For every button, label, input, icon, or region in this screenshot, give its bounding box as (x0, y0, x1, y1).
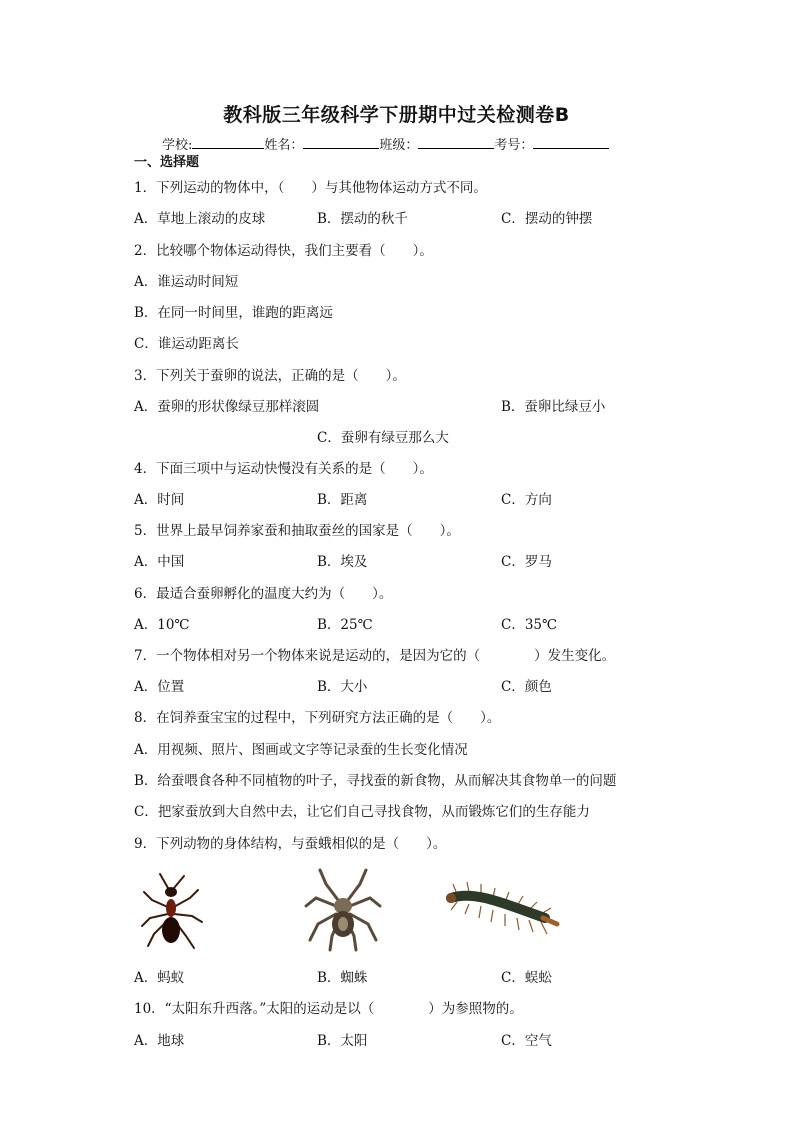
q5-option-c[interactable]: C．罗马 (501, 554, 552, 570)
ant-icon (138, 870, 208, 952)
question-7: 7．一个物体相对另一个物体来说是运动的，是因为它的（ ）发生变化。 (134, 648, 616, 664)
q4-option-b[interactable]: B．距离 (317, 492, 368, 508)
q8-option-c[interactable]: C．把家蚕放到大自然中去，让它们自己寻找食物，从而锻炼它们的生存能力 (134, 804, 590, 820)
student-info-line (162, 134, 609, 153)
question-4: 4．下面三项中与运动快慢没有关系的是（ ）。 (134, 461, 433, 477)
q8-option-a[interactable]: A．用视频、照片、图画或文字等记录蚕的生长变化情况 (134, 742, 468, 758)
question-6: 6．最适合蚕卵孵化的温度大约为（ ）。 (134, 586, 393, 602)
question-3: 3．下列关于蚕卵的说法，正确的是（ ）。 (134, 368, 406, 384)
q6-option-c[interactable]: C．35℃ (501, 617, 558, 633)
q10-option-a[interactable]: A．地球 (134, 1033, 185, 1049)
class-label: 班级： (379, 138, 419, 153)
q9-option-b[interactable]: B．蜘蛛 (317, 970, 368, 986)
q1-option-a[interactable]: A．草地上滚动的皮球 (134, 211, 266, 227)
centipede-icon (445, 880, 560, 940)
q4-option-c[interactable]: C．方向 (501, 492, 552, 508)
name-blank[interactable] (303, 136, 379, 149)
question-1: 1．下列运动的物体中，（ ）与其他物体运动方式不同。 (134, 180, 487, 196)
q4-option-a[interactable]: A．时间 (134, 492, 185, 508)
q3-option-a[interactable]: A．蚕卵的形状像绿豆那样滚圆 (134, 399, 320, 415)
class-blank[interactable] (418, 136, 494, 149)
q5-option-b[interactable]: B．埃及 (317, 554, 368, 570)
name-label: 姓名： (264, 138, 304, 153)
q2-option-b[interactable]: B．在同一时间里，谁跑的距离远 (134, 305, 333, 321)
section-heading: 一、选择题 (134, 155, 200, 170)
q8-option-b[interactable]: B．给蚕喂食各种不同植物的叶子，寻找蚕的新食物，从而解决其食物单一的问题 (134, 773, 617, 789)
q1-option-b[interactable]: B．摆动的秋千 (317, 211, 408, 227)
question-2: 2．比较哪个物体运动得快，我们主要看（ ）。 (134, 243, 433, 259)
q7-option-a[interactable]: A．位置 (134, 679, 185, 695)
q1-option-c[interactable]: C．摆动的钟摆 (501, 211, 593, 227)
q10-option-c[interactable]: C．空气 (501, 1033, 552, 1049)
q6-option-b[interactable]: B．25℃ (317, 617, 373, 633)
q5-option-a[interactable]: A．中国 (134, 554, 185, 570)
q2-option-c[interactable]: C．谁运动距离长 (134, 336, 239, 352)
q9-option-c[interactable]: C．蜈蚣 (501, 970, 552, 986)
question-9: 9．下列动物的身体结构，与蚕蛾相似的是（ ）。 (134, 836, 447, 852)
question-10: 10．“太阳东升西落。”太阳的运动是以（ ）为参照物的。 (134, 1001, 523, 1017)
page-title: 教科版三年级科学下册期中过关检测卷B (223, 104, 570, 126)
q9-option-a[interactable]: A．蚂蚁 (134, 970, 185, 986)
q6-option-a[interactable]: A．10℃ (134, 617, 190, 633)
q7-option-c[interactable]: C．颜色 (501, 679, 552, 695)
number-label: 考号： (494, 138, 534, 153)
q7-option-b[interactable]: B．大小 (317, 679, 368, 695)
q3-option-b[interactable]: B．蚕卵比绿豆小 (501, 399, 606, 415)
q2-option-a[interactable]: A．谁运动时间短 (134, 274, 239, 290)
school-label: 学校: (162, 138, 193, 153)
school-blank[interactable] (192, 136, 264, 149)
question-8: 8．在饲养蚕宝宝的过程中，下列研究方法正确的是（ ）。 (134, 710, 501, 726)
q10-option-b[interactable]: B．太阳 (317, 1033, 368, 1049)
number-blank[interactable] (533, 136, 609, 149)
q3-option-c[interactable]: C．蚕卵有绿豆那么大 (317, 430, 449, 446)
spider-icon (300, 866, 386, 952)
question-5: 5．世界上最早饲养家蚕和抽取蚕丝的国家是（ ）。 (134, 523, 460, 539)
